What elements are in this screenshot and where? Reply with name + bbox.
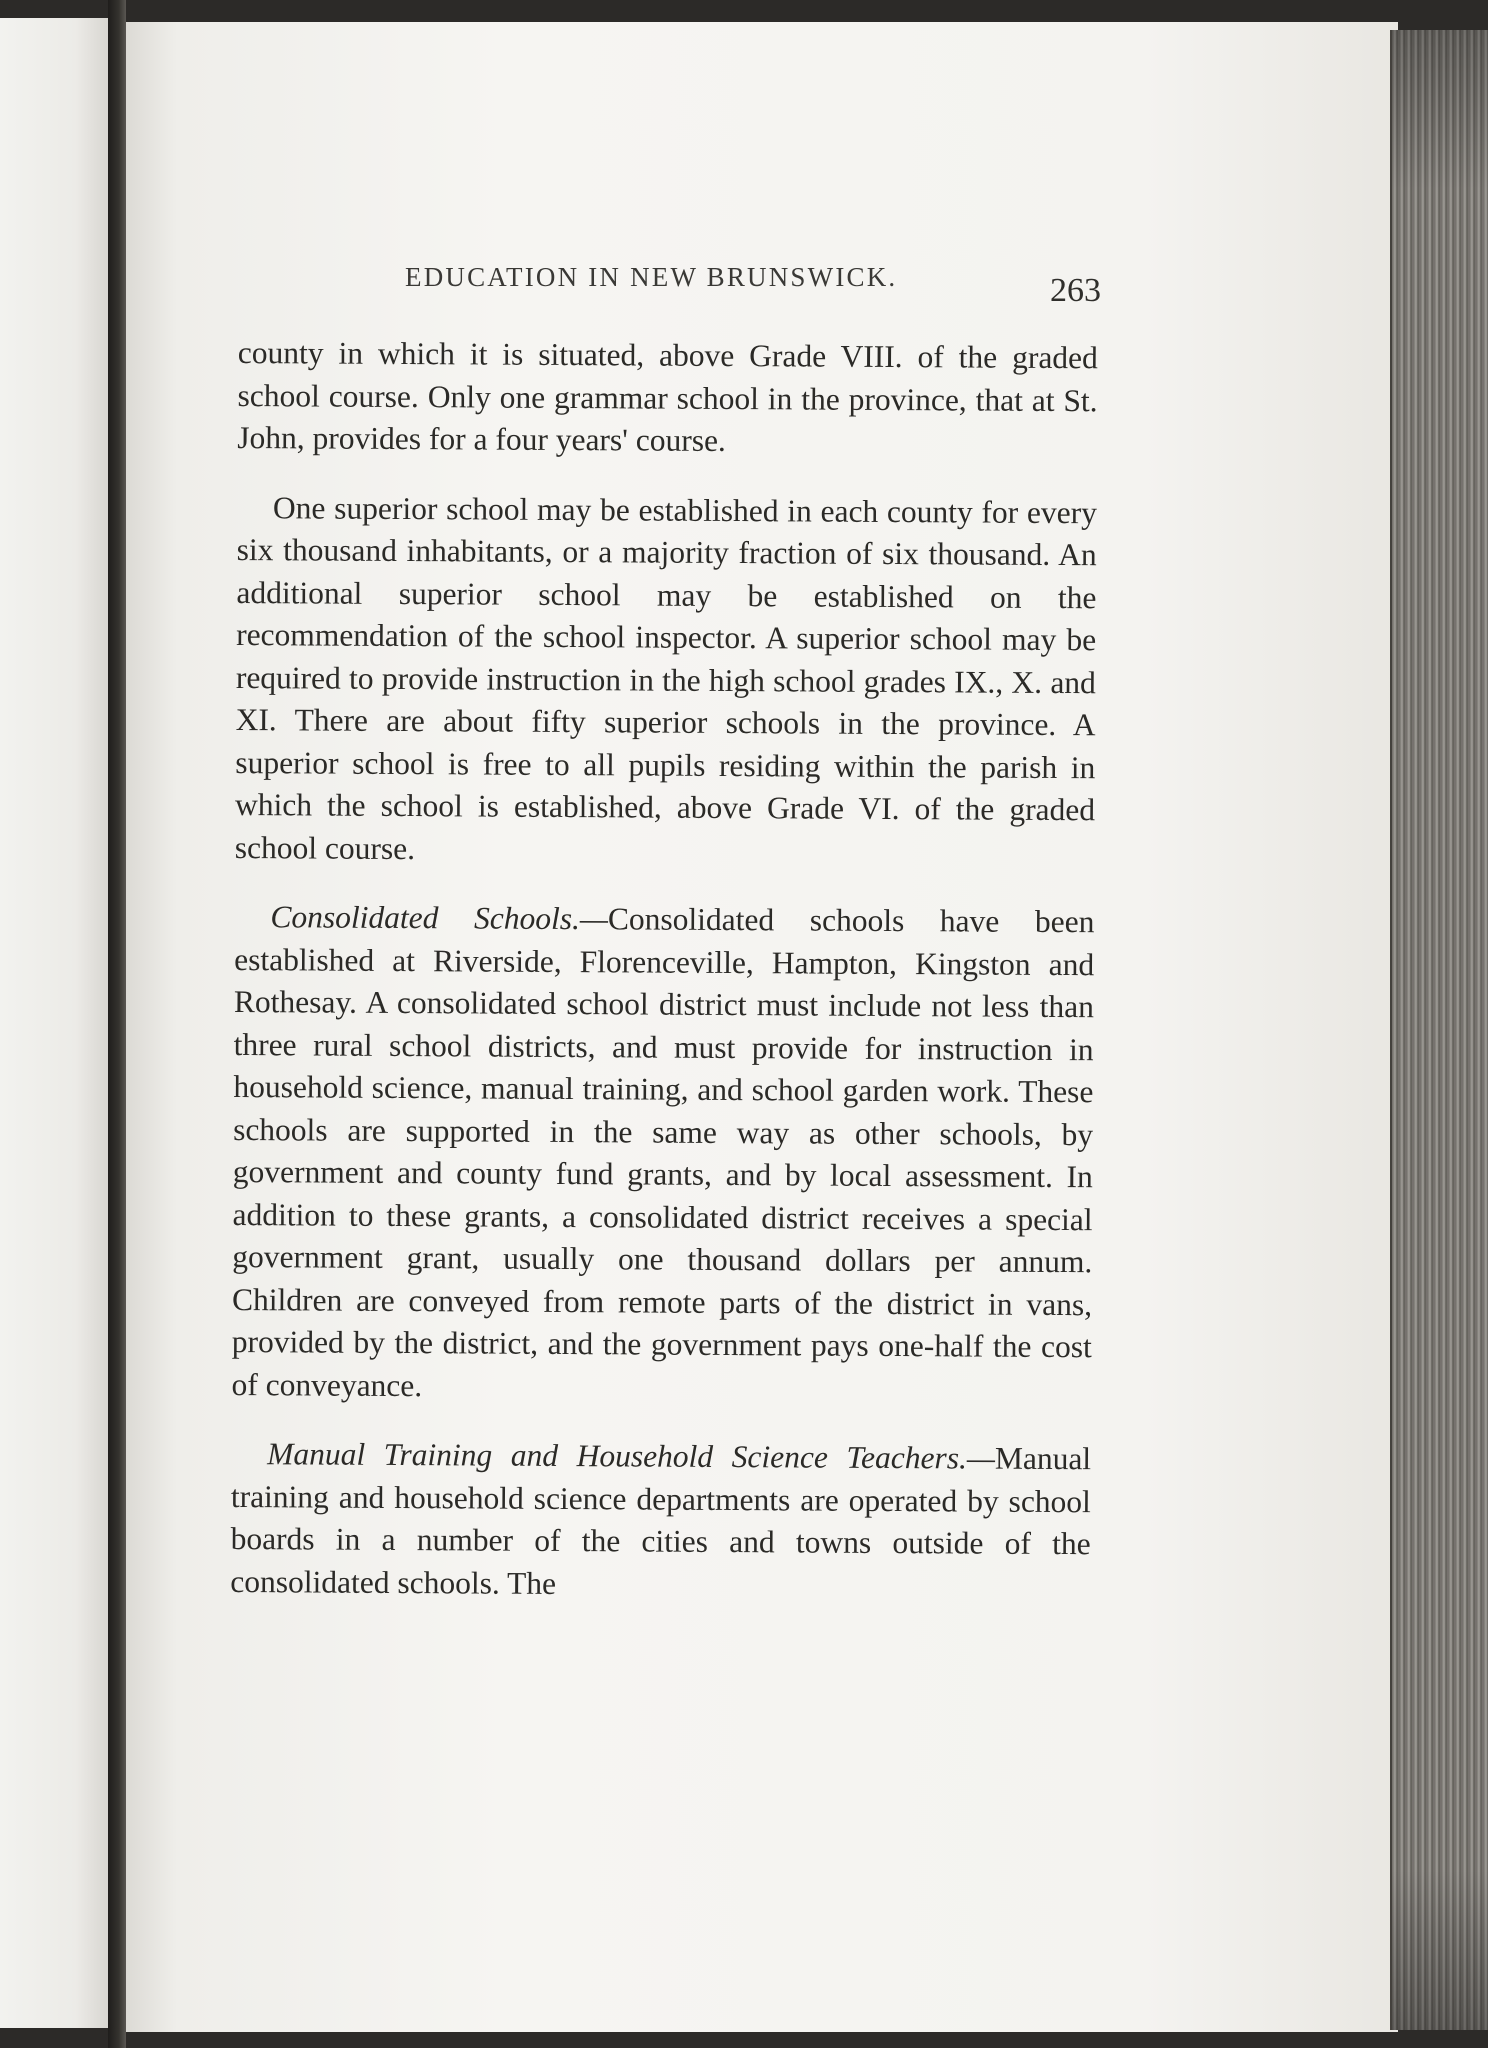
page-number: 263: [1050, 272, 1101, 309]
paragraph-continuation: [237, 332, 1098, 465]
running-head: EDUCATION IN NEW BRUNSWICK.: [405, 262, 898, 292]
stacked-page-edges: [1390, 30, 1488, 2030]
book-binding-gutter: [108, 0, 126, 2048]
paragraph-text: Consolidated schools have been established at Riverside, Florenceville, Hampton, Kingston and Rothesay. A consolidated school district must include not less than three rural school districts, and must provide for instruction in household science, manual training, and school garden work. These schools are supported in the same way as other schools, by government and county fund grants, and by local assessment. In addition to these grants, a consolidated district receives a special government grant, usually one thousand dollars per annum. Children are conveyed from remote parts of the district in vans, provided by the district, and the government pays one-half the cost of conveyance.: [231, 901, 1095, 1403]
paragraph-text: county in which it is situated, above Grade VIII. of the graded school course. Only one grammar school in the province, that at St. John, provides for a four years' course.: [237, 334, 1098, 458]
paragraph-consolidated-schools: [231, 896, 1094, 1411]
left-page-edge: [0, 18, 108, 2028]
section-heading-consolidated-schools: Consolidated Schools.—: [270, 899, 609, 937]
paragraph-text: One superior school may be established in each county for every six thousand inhabitants, or a majority fraction of six thousand. An additional superior school may be established on the recommendation of the school inspector. A superior school may be required to provide instruction in the high school grades IX., X. and XI. There are about fifty superior schools in the province. A superior school is free to all pupils residing within the parish in which the school is established, above Grade VI. of the graded school course.: [234, 489, 1098, 866]
paragraph-manual-training: [230, 1433, 1091, 1608]
body-text: [230, 332, 1098, 1635]
section-heading-manual-training: Manual Training and Household Science Teachers.—: [267, 1436, 996, 1476]
paragraph-text: Manual training and household science departments are operated by school boards in a number of the cities and towns outside of the consolidated schools. The: [230, 1440, 1092, 1601]
paragraph-superior-schools: [235, 486, 1097, 874]
